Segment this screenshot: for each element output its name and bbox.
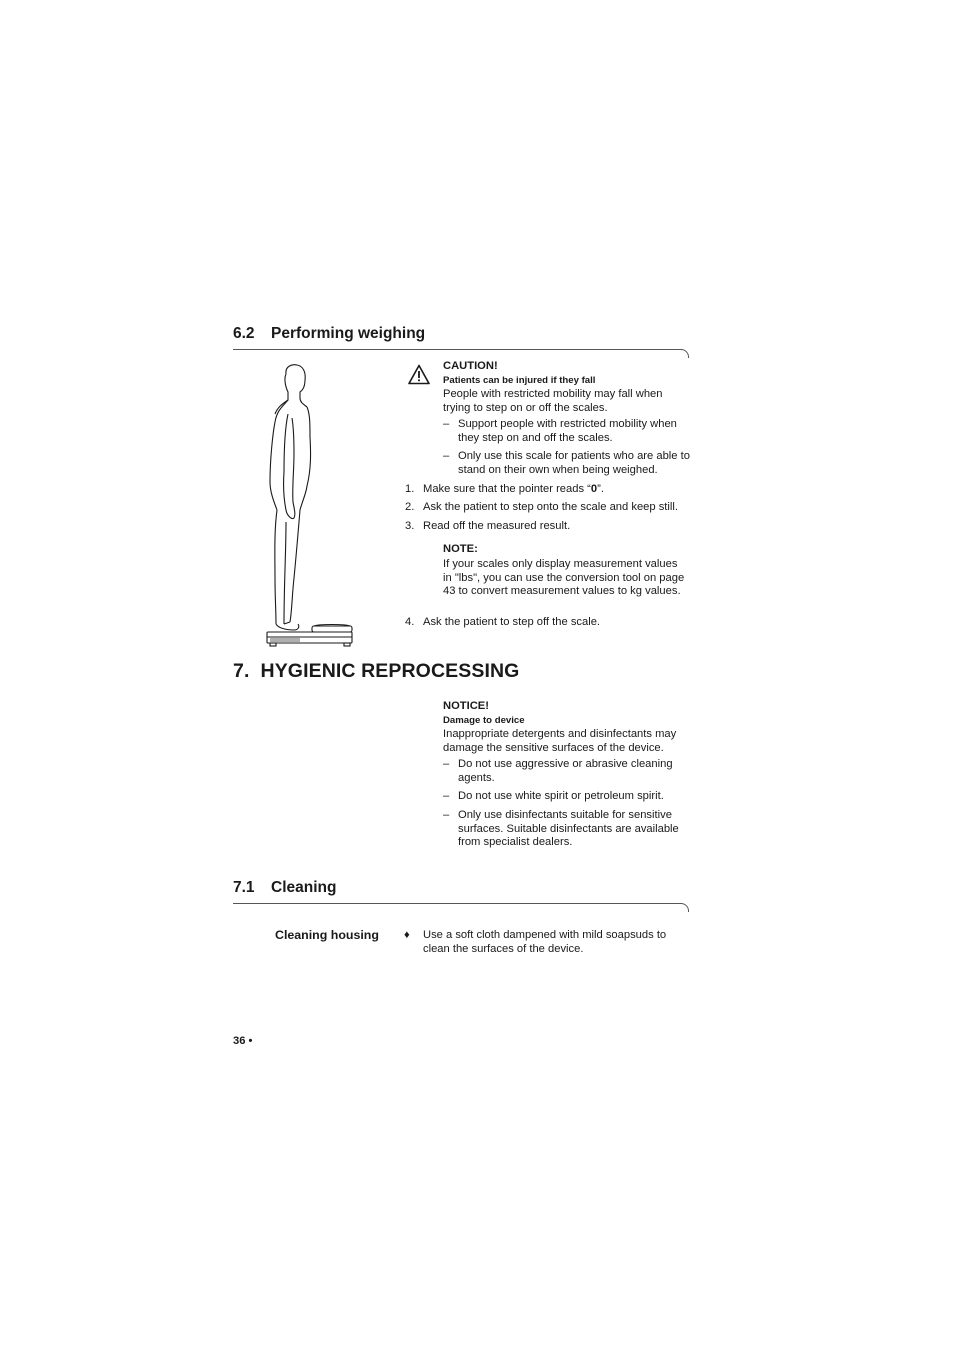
step-item: 2. Ask the patient to step onto the scale and keep still. bbox=[405, 501, 678, 513]
note-text: If your scales only display measurement values in "lbs", you can use the conversion tool on page 43 to convert measurement values to kg values. bbox=[443, 558, 685, 598]
caution-heading: CAUTION! bbox=[443, 360, 498, 372]
section-rule-corner bbox=[679, 349, 689, 358]
patient-on-scale-illustration bbox=[262, 362, 357, 649]
caution-text: People with restricted mobility may fall when trying to step on or off the scales. bbox=[443, 388, 663, 414]
notice-bullet: – Only use disinfectants suitable for sensitive surfaces. Suitable disinfectants are available from specialist dealers. bbox=[443, 809, 679, 849]
section-heading-7-1 bbox=[233, 879, 336, 897]
caution-bullet: – Only use this scale for patients who are able to stand on their own when being weighed. bbox=[443, 450, 690, 476]
step-item: 1. Make sure that the pointer reads “0”. bbox=[405, 483, 604, 495]
caution-bullet: – Support people with restricted mobility when they step on and off the scales. bbox=[443, 418, 677, 444]
section-number: 6.2 bbox=[233, 325, 255, 342]
note-heading: NOTE: bbox=[443, 543, 478, 555]
diamond-bullet-icon: ♦ bbox=[404, 929, 410, 941]
section-heading-6-2 bbox=[233, 325, 425, 343]
notice-bullet: – Do not use white spirit or petroleum spirit. bbox=[443, 790, 664, 802]
notice-text: Inappropriate detergents and disinfectants may damage the sensitive surfaces of the device. bbox=[443, 728, 677, 754]
section-rule-corner bbox=[679, 903, 689, 912]
section-title: Cleaning bbox=[271, 879, 337, 896]
cleaning-housing-label: Cleaning housing bbox=[275, 928, 379, 942]
warning-triangle-icon bbox=[408, 364, 430, 385]
section-number: 7.1 bbox=[233, 879, 255, 896]
chapter-number: 7. bbox=[233, 660, 250, 682]
notice-subheading: Damage to device bbox=[443, 715, 525, 726]
chapter-title: HYGIENIC REPROCESSING bbox=[260, 660, 520, 682]
notice-bullet: – Do not use aggressive or abrasive cleaning agents. bbox=[443, 758, 673, 784]
step-item: 3. Read off the measured result. bbox=[405, 520, 571, 532]
caution-subheading: Patients can be injured if they fall bbox=[443, 375, 596, 386]
page-number: 36 • bbox=[233, 1035, 253, 1047]
notice-heading: NOTICE! bbox=[443, 700, 489, 712]
section-title: Performing weighing bbox=[271, 325, 426, 342]
step-item: 4. Ask the patient to step off the scale. bbox=[405, 616, 601, 628]
section-rule bbox=[233, 349, 679, 350]
section-rule bbox=[233, 903, 679, 904]
cleaning-housing-text: Use a soft cloth dampened with mild soapsuds to clean the surfaces of the device. bbox=[423, 929, 667, 955]
chapter-heading-7 bbox=[233, 660, 519, 683]
